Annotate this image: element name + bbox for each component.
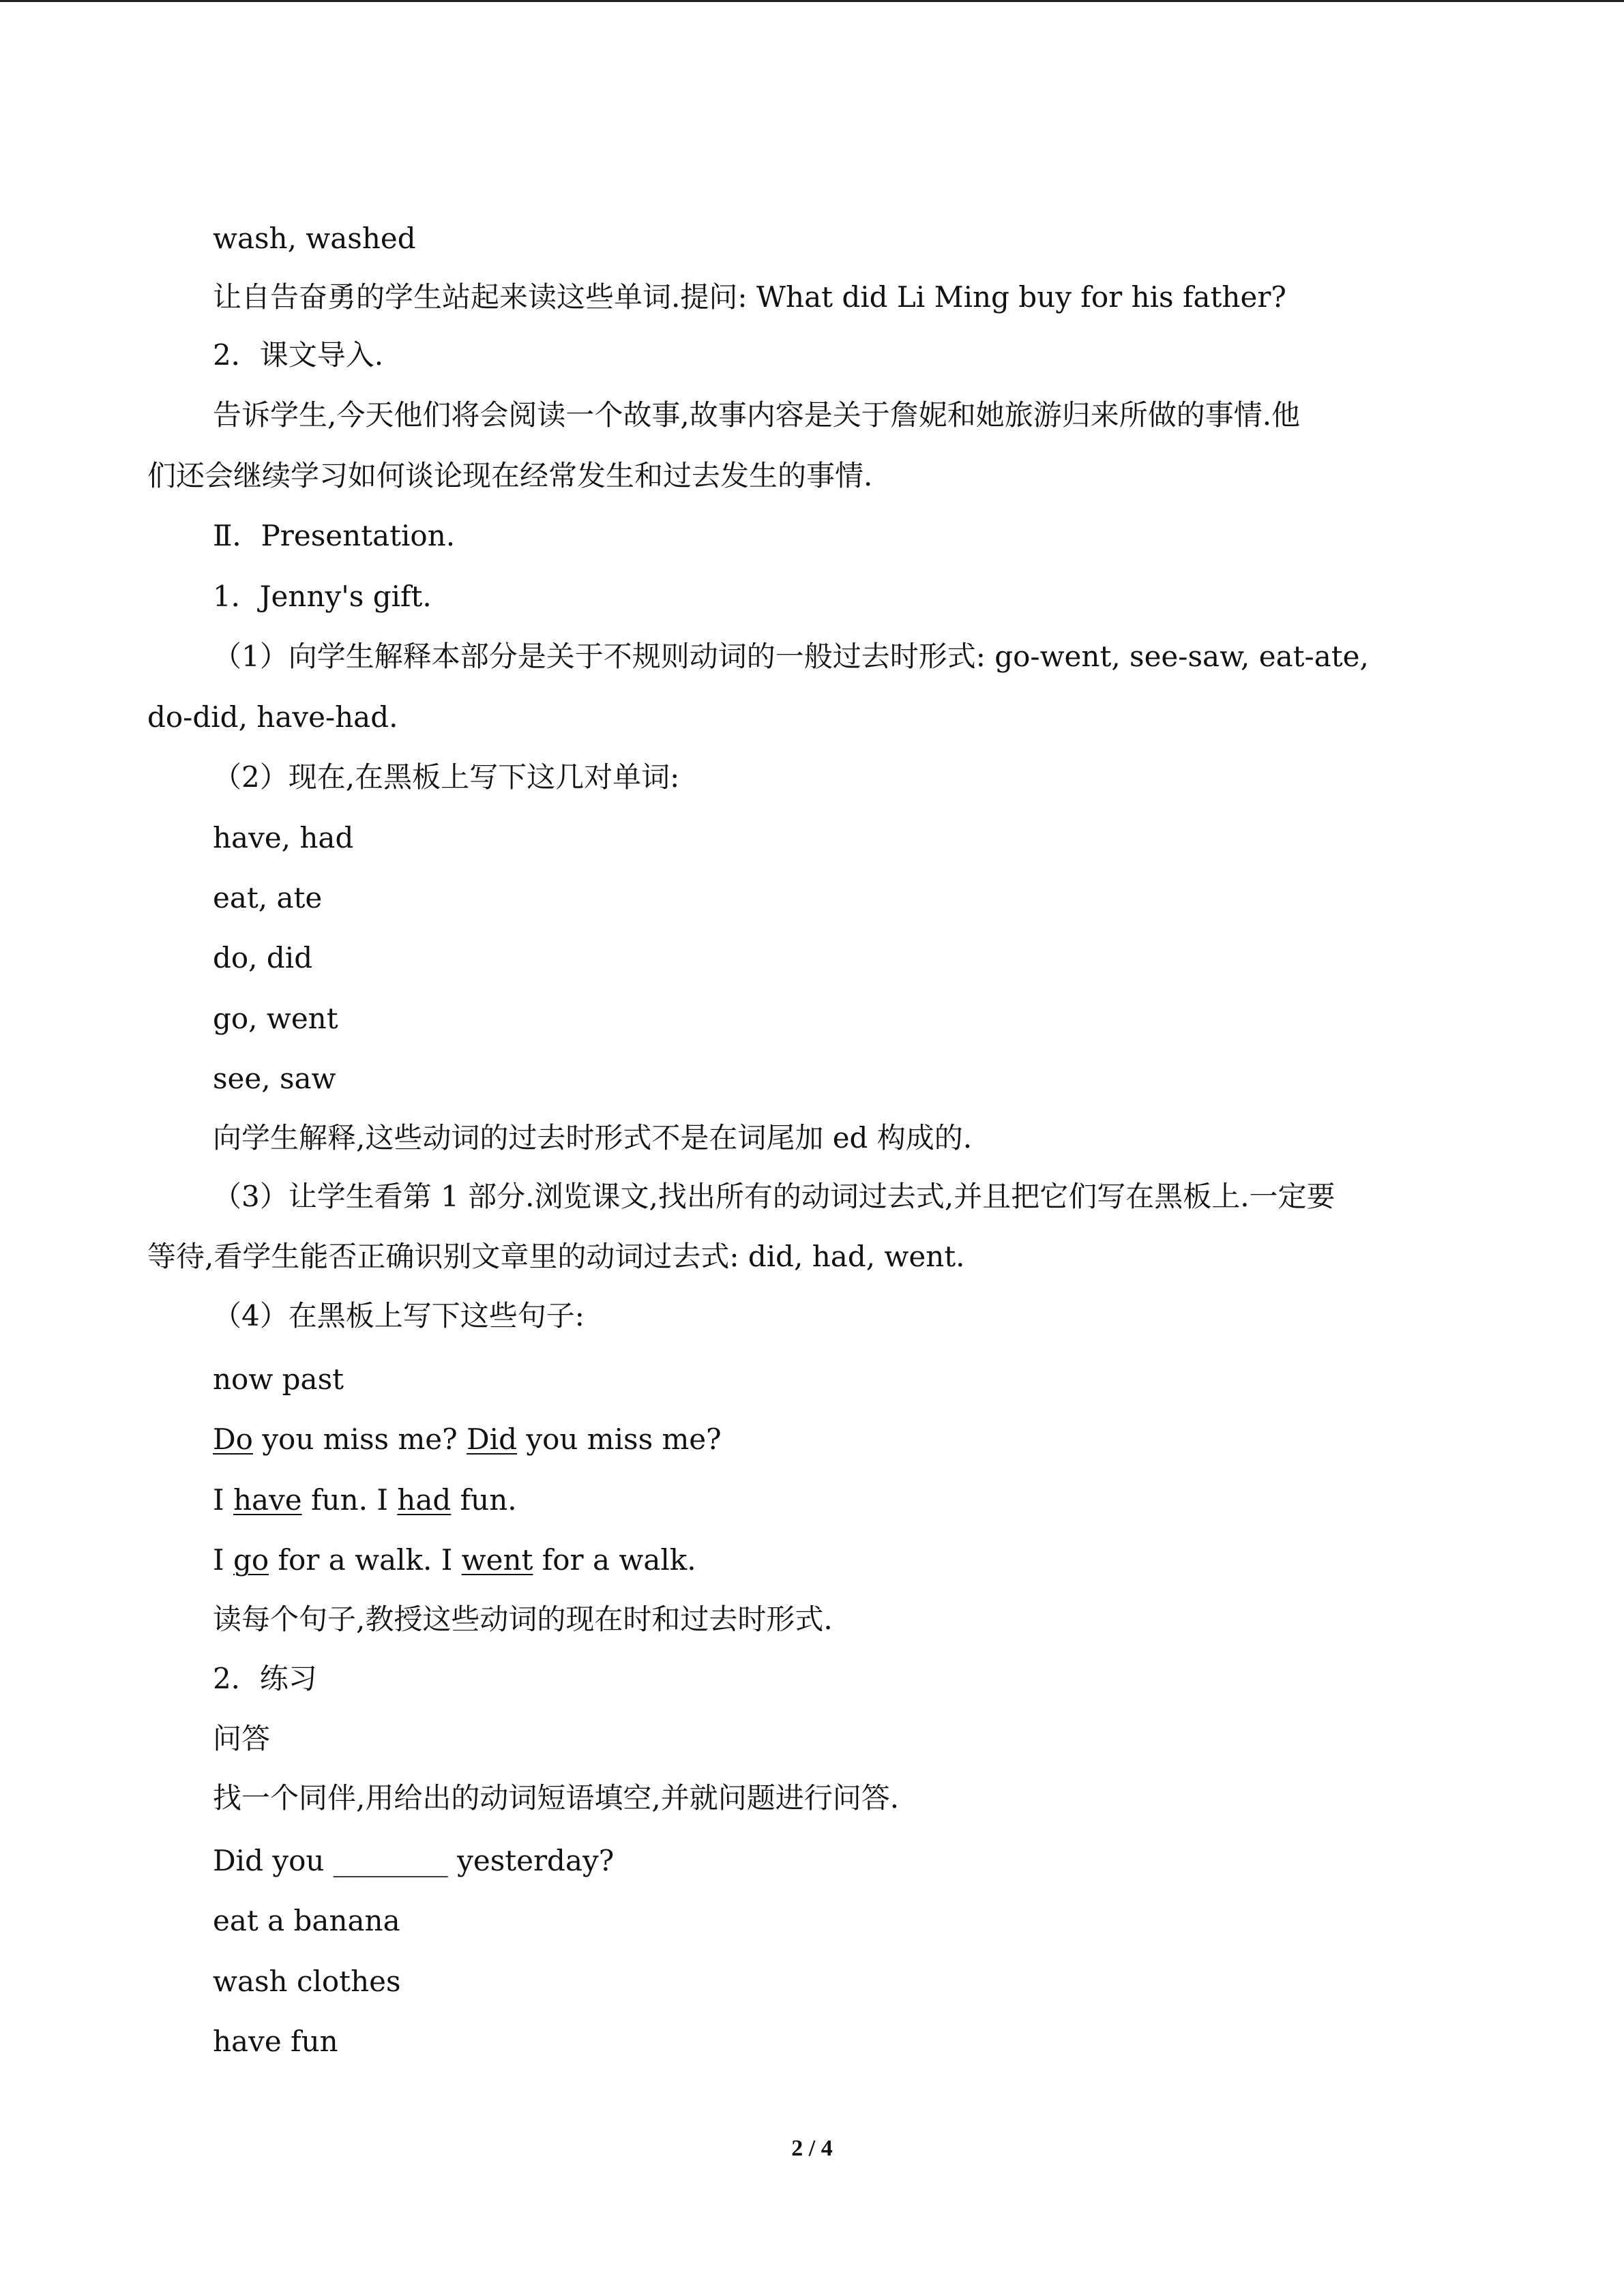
text-line: 读每个句子,教授这些动词的现在时和过去时形式. [213, 1602, 833, 1636]
sentence-part: you miss me? [252, 1422, 467, 1456]
page-number: 2 / 4 [791, 2136, 833, 2161]
word-pair: do, did [213, 941, 313, 974]
underlined-verb: have [233, 1483, 302, 1517]
text-line: wash, washed [213, 222, 416, 255]
text-line: 向学生解释,这些动词的过去时形式不是在词尾加 ed 构成的. [213, 1121, 973, 1154]
exercise-prompt: Did you ________ yesterday? [213, 1844, 615, 1877]
sentence-part: for a walk. [533, 1543, 696, 1577]
underlined-verb: had [397, 1483, 452, 1517]
text-line: （3）让学生看第 1 部分.浏览课文,找出所有的动词过去式,并且把它们写在黑板上.一定要 [213, 1180, 1335, 1213]
word-pair: eat, ate [213, 881, 323, 914]
text-line: 问答 [213, 1722, 271, 1755]
text-line: do-did, have-had. [147, 700, 398, 734]
top-border [0, 0, 1624, 2]
word-pair: have, had [213, 821, 354, 854]
underlined-verb: go [233, 1543, 269, 1577]
sentence-part: fun. [451, 1483, 517, 1517]
subsection-heading: 1．Jenny's gift. [213, 580, 432, 613]
section-heading: Ⅱ．Presentation. [213, 519, 456, 552]
subsection-heading: 2．练习 [213, 1662, 317, 1695]
text-line: 们还会继续学习如何谈论现在经常发生和过去发生的事情. [147, 459, 873, 492]
verb-phrase: wash clothes [213, 1965, 401, 1998]
text-line: 等待,看学生能否正确识别文章里的动词过去式: did, had, went. [147, 1240, 965, 1273]
underlined-verb: Do [213, 1422, 253, 1456]
example-sentence [213, 1540, 696, 1581]
verb-phrase: have fun [213, 2025, 338, 2058]
text-line: 告诉学生,今天他们将会阅读一个故事,故事内容是关于詹妮和她旅游归来所做的事情.他 [213, 398, 1301, 432]
sentence-part: I [213, 1543, 233, 1577]
sentence-part: for a walk. I [269, 1543, 462, 1577]
word-pair: go, went [213, 1002, 338, 1035]
example-sentence [213, 1419, 722, 1460]
verb-phrase: eat a banana [213, 1904, 400, 1937]
text-line: now past [213, 1362, 344, 1396]
sentence-part: you miss me? [517, 1422, 722, 1456]
text-line: （2）现在,在黑板上写下这几对单词: [213, 760, 680, 794]
text-line: 找一个同伴,用给出的动词短语填空,并就问题进行问答. [213, 1781, 900, 1815]
text-line: 2．课文导入. [213, 338, 384, 372]
example-sentence [213, 1480, 517, 1521]
text-line: （1）向学生解释本部分是关于不规则动词的一般过去时形式: go-went, see-saw, eat-ate, [213, 640, 1369, 673]
underlined-verb: went [461, 1543, 533, 1577]
sentence-part: I [213, 1483, 233, 1517]
text-line: （4）在黑板上写下这些句子: [213, 1299, 585, 1332]
sentence-part: fun. I [301, 1483, 398, 1517]
text-line: 让自告奋勇的学生站起来读这些单词.提问: What did Li Ming buy for his father? [213, 280, 1286, 314]
underlined-verb: Did [467, 1422, 517, 1456]
word-pair: see, saw [213, 1062, 336, 1095]
